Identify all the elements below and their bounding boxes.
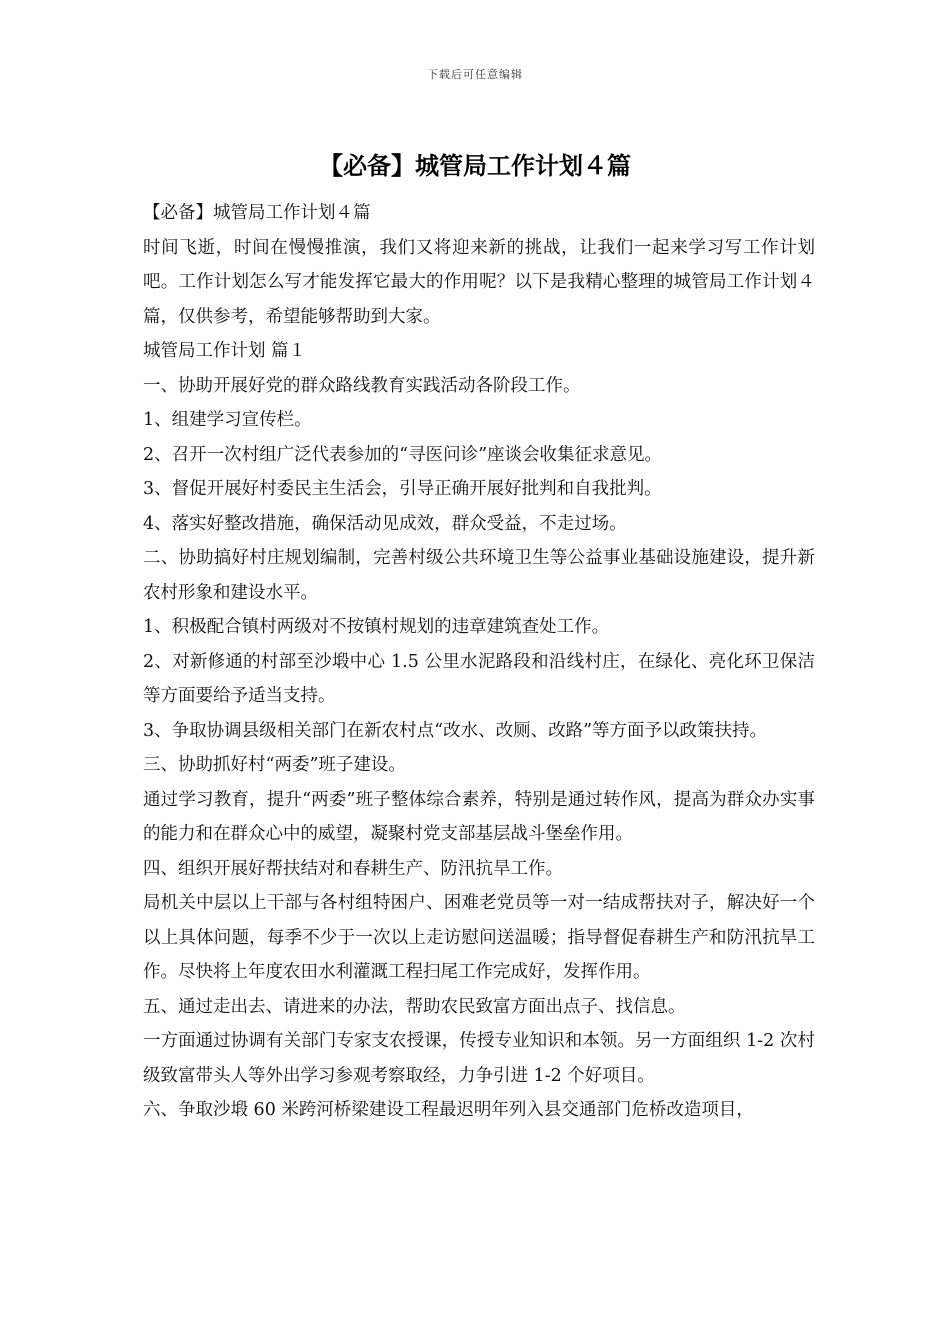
paragraph-item-4: 四、组织开展好帮扶结对和春耕生产、防汛抗旱工作。 [143,858,563,879]
paragraph-item-4-body: 局机关中层以上干部与各村组特困户、困难老党员等一对一结成帮扶对子，解决好一个以上具体问题，每季不少于一次以上走访慰问送温暖；指导督促春耕生产和防汛抗旱工作。尽快将上年度农田水利灌溉工程扫尾工作完成好，发挥作用。 [143,893,815,982]
paragraph-item-3-body: 通过学习教育，提升“两委”班子整体综合素养，特别是通过转作风，提高为群众办实事的能力和在群众心中的威望，凝聚村党支部基层战斗堡垒作用。 [143,789,815,844]
paragraph-item-1-3: 3、督促开展好村委民主生活会，引导正确开展好批判和自我批判。 [143,479,662,499]
paragraph-item-2-3: 3、争取协调县级相关部门在新农村点“改水、改厕、改路”等方面予以政策扶持。 [143,720,768,741]
document-body [143,196,815,1128]
paragraph-item-5-body: 一方面通过协调有关部门专家支农授课，传授专业知识和本领。另一方面组织 1-2 次村级致富带头人等外出学习参观考察取经，力争引进 1-2 个好项目。 [143,1031,815,1086]
paragraph-item-1-1: 1、组建学习宣传栏。 [143,410,312,430]
paragraph-section-heading: 城管局工作计划 篇１ [143,341,307,361]
paragraph-item-2-1: 1、积极配合镇村两级对不按镇村规划的违章建筑查处工作。 [143,617,610,637]
page-header-note: 下载后可任意编辑 [427,68,523,81]
paragraph-item-6: 六、争取沙塅 60 米跨河桥梁建设工程最迟明年列入县交通部门危桥改造项目， [143,1100,754,1120]
document-title: 【必备】城管局工作计划４篇 [319,152,631,180]
paragraph-item-2-2: 2、对新修通的村部至沙塅中心 1.5 公里水泥路段和沿线村庄，在绿化、亮化环卫保洁等方面要给予适当支持。 [143,651,815,706]
paragraph-item-2: 二、协助搞好村庄规划编制，完善村级公共环境卫生等公益事业基础设施建设，提升新农村形象和建设水平。 [143,548,815,603]
paragraph-item-1-4: 4、落实好整改措施，确保活动见成效，群众受益，不走过场。 [143,513,627,534]
paragraph-intro: 时间飞逝，时间在慢慢推演，我们又将迎来新的挑战，让我们一起来学习写工作计划吧。工作计划怎么写才能发挥它最大的作用呢？以下是我精心整理的城管局工作计划４篇，仅供参考，希望能够帮助到大家。 [143,237,815,327]
paragraph-item-1: 一、协助开展好党的群众路线教育实践活动各阶段工作。 [143,375,581,396]
paragraph-item-1-2: 2、召开一次村组广泛代表参加的“寻医问诊”座谈会收集征求意见。 [143,444,663,465]
paragraph-item-5: 五、通过走出去、请进来的办法，帮助农民致富方面出点子、找信息。 [143,996,686,1017]
paragraph-subtitle: 【必备】城管局工作计划４篇 [143,203,371,223]
paragraph-item-3: 三、协助抓好村“两委”班子建设。 [143,755,406,775]
